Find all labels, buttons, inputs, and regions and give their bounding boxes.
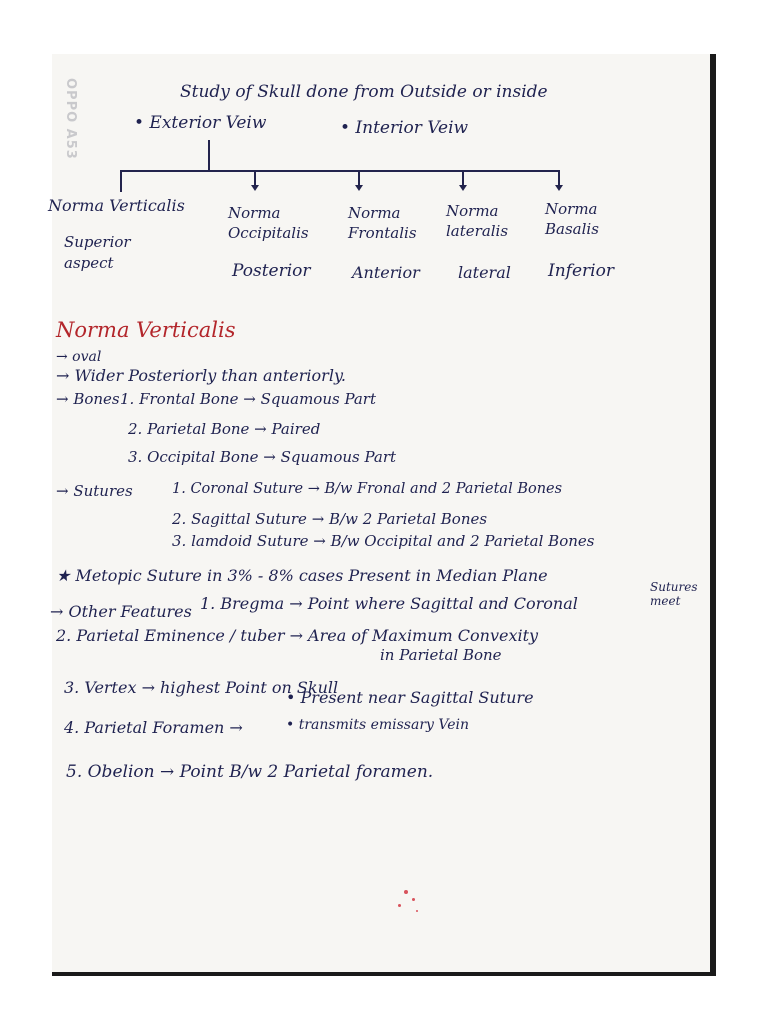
arrow-down-icon [355, 185, 363, 191]
norma-name: Norma lateralis [446, 202, 509, 240]
arrow-down-icon [459, 185, 467, 191]
suture-item: 2. Sagittal Suture → B/w 2 Parietal Bones [172, 510, 488, 528]
suture-item: 3. lamdoid Suture → B/w Occipital and 2 Parietal Bones [172, 532, 595, 550]
arrow-down-icon [251, 185, 259, 191]
obelion-note: 5. Obelion → Point B/w 2 Parietal foramen. [66, 762, 434, 782]
suture-item: 1. Coronal Suture → B/w Fronal and 2 Parietal Bones [172, 481, 563, 497]
arrow-down-icon [555, 185, 563, 191]
parietal-eminence-note: 2. Parietal Eminence / tuber → Area of Maximum Convexity [56, 626, 539, 645]
page-title: Study of Skull done from Outside or inside [180, 82, 548, 102]
other-features-label: → Other Features [50, 602, 192, 621]
ink-speck [404, 890, 408, 894]
norma-aspect: lateral [458, 263, 511, 282]
bregma-note: 1. Bregma → Point where Sagittal and Coronal [200, 594, 578, 613]
norma-aspect: Posterior [232, 261, 311, 281]
tree-drop-3 [358, 170, 360, 186]
foramen-detail: • Present near Sagittal Suture [286, 688, 534, 707]
norma-name: Norma Verticalis [48, 196, 185, 215]
norma-name: Norma Frontalis [348, 204, 417, 242]
foramen-note: 4. Parietal Foramen → [64, 718, 243, 737]
tree-drop-1 [120, 170, 122, 192]
exterior-view-label: • Exterior Veiw [134, 113, 267, 133]
vertex-note: 3. Vertex → highest Point on Skull [64, 678, 339, 697]
norma-aspect: Inferior [548, 261, 614, 281]
tree-branch-line [120, 170, 560, 172]
note-shape: → oval [56, 349, 102, 365]
foramen-detail: • transmits emissary Vein [286, 717, 469, 733]
parietal-eminence-note-2: in Parietal Bone [380, 646, 502, 664]
ink-speck [412, 898, 415, 901]
metopic-note: ★ Metopic Suture in 3% - 8% cases Present in Median Plane [56, 566, 548, 585]
bone-item: 2. Parietal Bone → Paired [128, 420, 321, 438]
norma-name: Norma Basalis [545, 200, 599, 238]
norma-aspect: Superior aspect [64, 233, 131, 272]
bones-label: → Bones [56, 390, 120, 408]
note-wider: → Wider Posteriorly than anteriorly. [56, 366, 346, 385]
sutures-label: → Sutures [56, 482, 133, 500]
tree-stem [208, 140, 210, 170]
tree-drop-4 [462, 170, 464, 186]
tree-drop-2 [254, 170, 256, 186]
bregma-note-end: Sutures meet [650, 580, 698, 609]
bone-item: 1. Frontal Bone → Squamous Part [120, 390, 377, 408]
ink-speck [416, 910, 418, 912]
norma-aspect: Anterior [352, 263, 420, 282]
ink-speck [398, 904, 401, 907]
interior-view-label: • Interior Veiw [340, 118, 469, 138]
tree-drop-5 [558, 170, 560, 186]
camera-watermark: OPPO A53 [63, 78, 78, 160]
section-heading: Norma Verticalis [56, 318, 236, 342]
bone-item: 3. Occipital Bone → Squamous Part [128, 448, 397, 466]
norma-name: Norma Occipitalis [228, 204, 309, 242]
